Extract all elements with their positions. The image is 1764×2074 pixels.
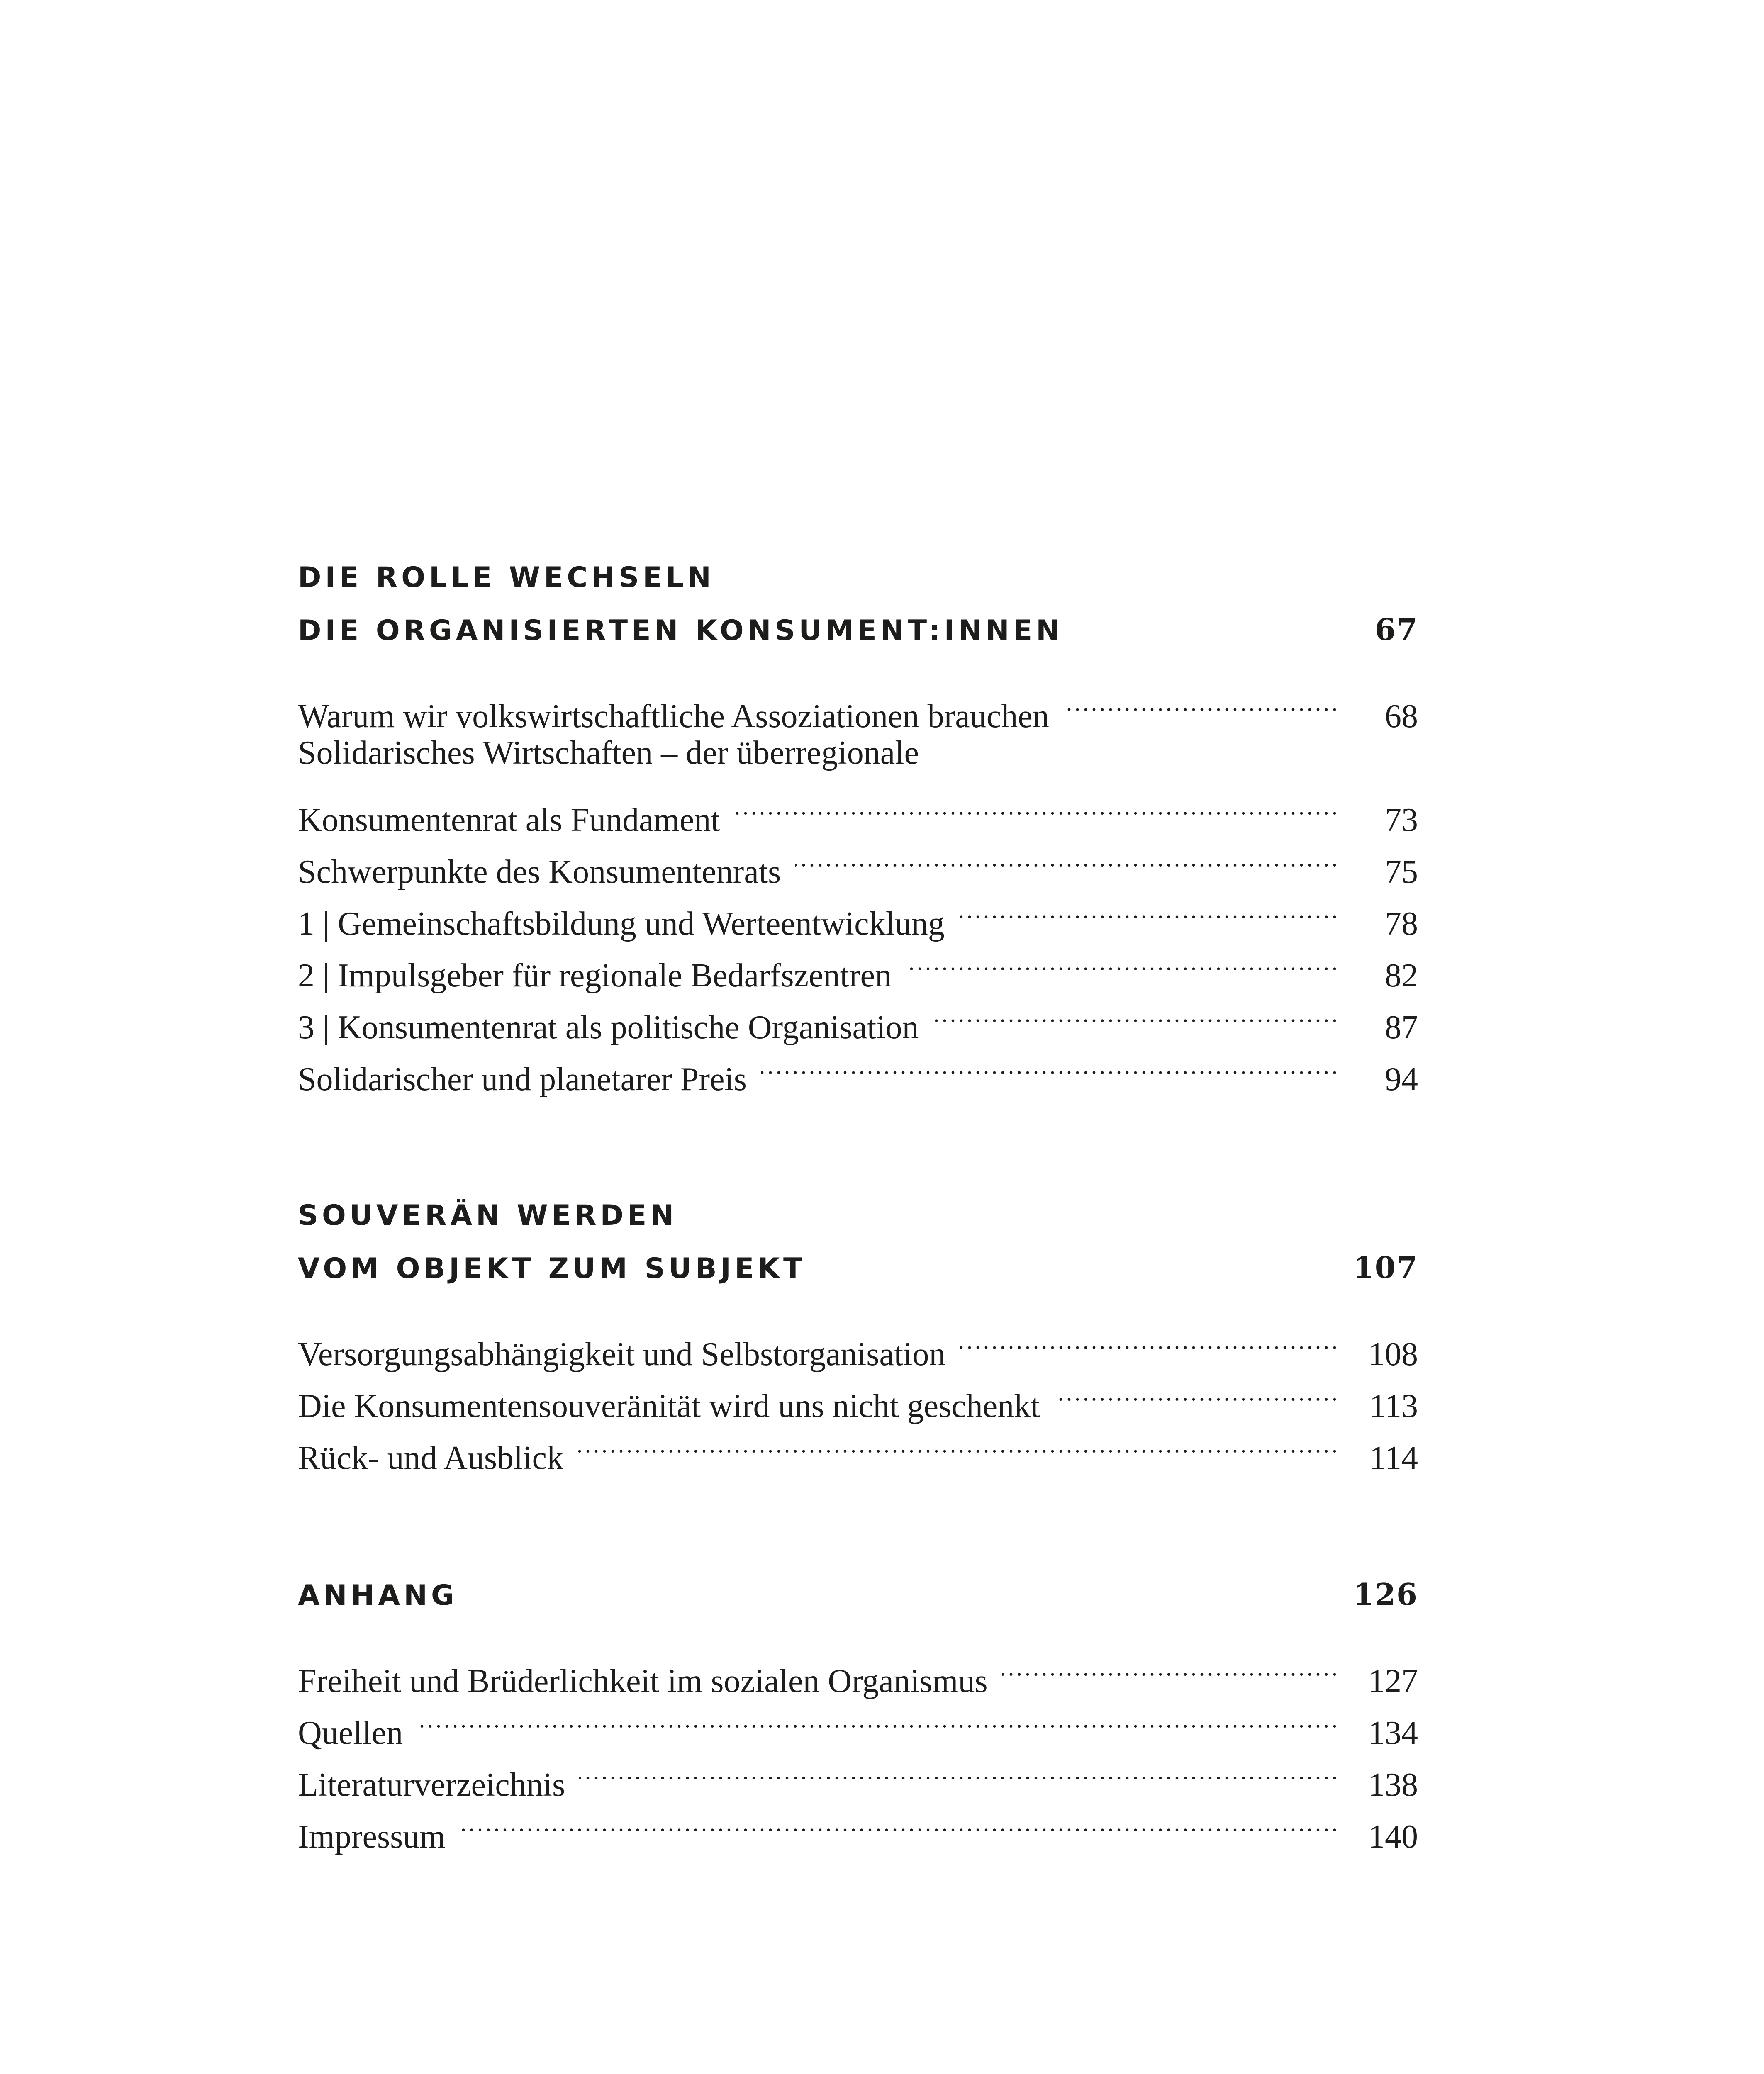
dot-leader xyxy=(960,1313,1340,1365)
toc-entry-title: Schwerpunkte des Konsumentenrats xyxy=(298,854,781,890)
toc-entry[interactable] xyxy=(298,1744,1418,1803)
toc-entry-title: Freiheit und Brüderlichkeit im sozialen Organismus xyxy=(298,1663,988,1699)
toc-entry-title: Impressum xyxy=(298,1818,446,1855)
toc-entry-title: Versorgungsabhängigkeit und Selbstorganisation xyxy=(298,1336,946,1373)
dot-leader xyxy=(460,1796,1340,1848)
dot-leader xyxy=(1002,1640,1340,1692)
dot-leader xyxy=(1063,675,1340,727)
toc-entry-title: 1 | Gemeinschaftsbildung und Werteentwicklung xyxy=(298,906,945,942)
dot-leader xyxy=(795,831,1340,883)
toc-entry-page: 140 xyxy=(1368,1818,1418,1855)
dot-leader xyxy=(579,1744,1340,1796)
dot-leader xyxy=(577,1417,1340,1469)
section-heading-line2: DIE ORGANISIERTEN KONSUMENT:INNEN xyxy=(298,614,1064,647)
section-heading xyxy=(298,1190,1418,1241)
toc-section-souveraen-werden xyxy=(298,1190,1418,1476)
dot-leader xyxy=(734,779,1340,831)
toc-entry-page: 114 xyxy=(1369,1440,1418,1476)
toc-entry-page: 68 xyxy=(1385,698,1418,735)
toc-entry-title: Literaturverzeichnis xyxy=(298,1767,565,1803)
section-heading xyxy=(298,604,1418,655)
section-page-number[interactable]: 67 xyxy=(1374,612,1418,647)
toc-entry[interactable] xyxy=(298,779,1418,838)
toc-entry-page: 127 xyxy=(1368,1663,1418,1699)
toc-entry-title: Konsumentenrat als Fundament xyxy=(298,802,720,838)
toc-entry-title: 2 | Impulsgeber für regionale Bedarfszentren xyxy=(298,957,892,994)
toc-entry-title: Warum wir volkswirtschaftliche Assoziationen brauchen xyxy=(298,698,1049,735)
section-heading xyxy=(298,1241,1418,1293)
toc-entry[interactable] xyxy=(298,727,1418,779)
dot-leader xyxy=(1054,1365,1340,1417)
dot-leader xyxy=(959,883,1340,935)
toc-entry-page: 82 xyxy=(1385,957,1418,994)
section-heading-line1: DIE ROLLE WECHSELN xyxy=(298,561,715,594)
section-page-number[interactable]: 107 xyxy=(1353,1250,1418,1285)
toc-entry-title: Solidarisches Wirtschaften – der überregionale xyxy=(298,735,919,771)
table-of-contents xyxy=(298,552,1418,1855)
section-page-number[interactable]: 126 xyxy=(1353,1577,1418,1612)
toc-entry-page: 108 xyxy=(1368,1336,1418,1373)
toc-entry[interactable] xyxy=(298,1796,1418,1855)
toc-entry-page: 78 xyxy=(1385,906,1418,942)
toc-entry[interactable] xyxy=(298,675,1418,735)
toc-entry-title: 3 | Konsumentenrat als politische Organisation xyxy=(298,1009,919,1046)
toc-entry-page: 73 xyxy=(1385,802,1418,838)
toc-entry[interactable] xyxy=(298,1313,1418,1373)
toc-entry[interactable] xyxy=(298,1640,1418,1699)
toc-section-rolle-wechseln xyxy=(298,552,1418,1098)
section-heading-line1: SOUVERÄN WERDEN xyxy=(298,1199,678,1232)
toc-entry[interactable] xyxy=(298,1692,1418,1751)
dot-leader xyxy=(417,1692,1340,1744)
toc-entry-title: Quellen xyxy=(298,1715,403,1751)
dot-leader xyxy=(761,1038,1340,1090)
section-heading xyxy=(298,552,1418,604)
section-heading xyxy=(298,1568,1418,1620)
toc-section-anhang xyxy=(298,1568,1418,1855)
toc-entry-title: Rück- und Ausblick xyxy=(298,1440,563,1476)
toc-entry-page: 134 xyxy=(1368,1715,1418,1751)
toc-entry-page: 75 xyxy=(1385,854,1418,890)
dot-leader xyxy=(906,935,1340,986)
toc-entry-title: Solidarischer und planetarer Preis xyxy=(298,1061,747,1098)
toc-entry-page: 94 xyxy=(1385,1061,1418,1098)
section-heading-line2: VOM OBJEKT ZUM SUBJEKT xyxy=(298,1252,806,1285)
toc-entry-page: 87 xyxy=(1385,1009,1418,1046)
section-heading-line1: ANHANG xyxy=(298,1579,458,1612)
toc-entry-page: 113 xyxy=(1369,1388,1418,1424)
toc-entry-page: 138 xyxy=(1368,1767,1418,1803)
toc-entry-title: Die Konsumentensouveränität wird uns nicht geschenkt xyxy=(298,1388,1040,1424)
dot-leader xyxy=(933,986,1340,1038)
